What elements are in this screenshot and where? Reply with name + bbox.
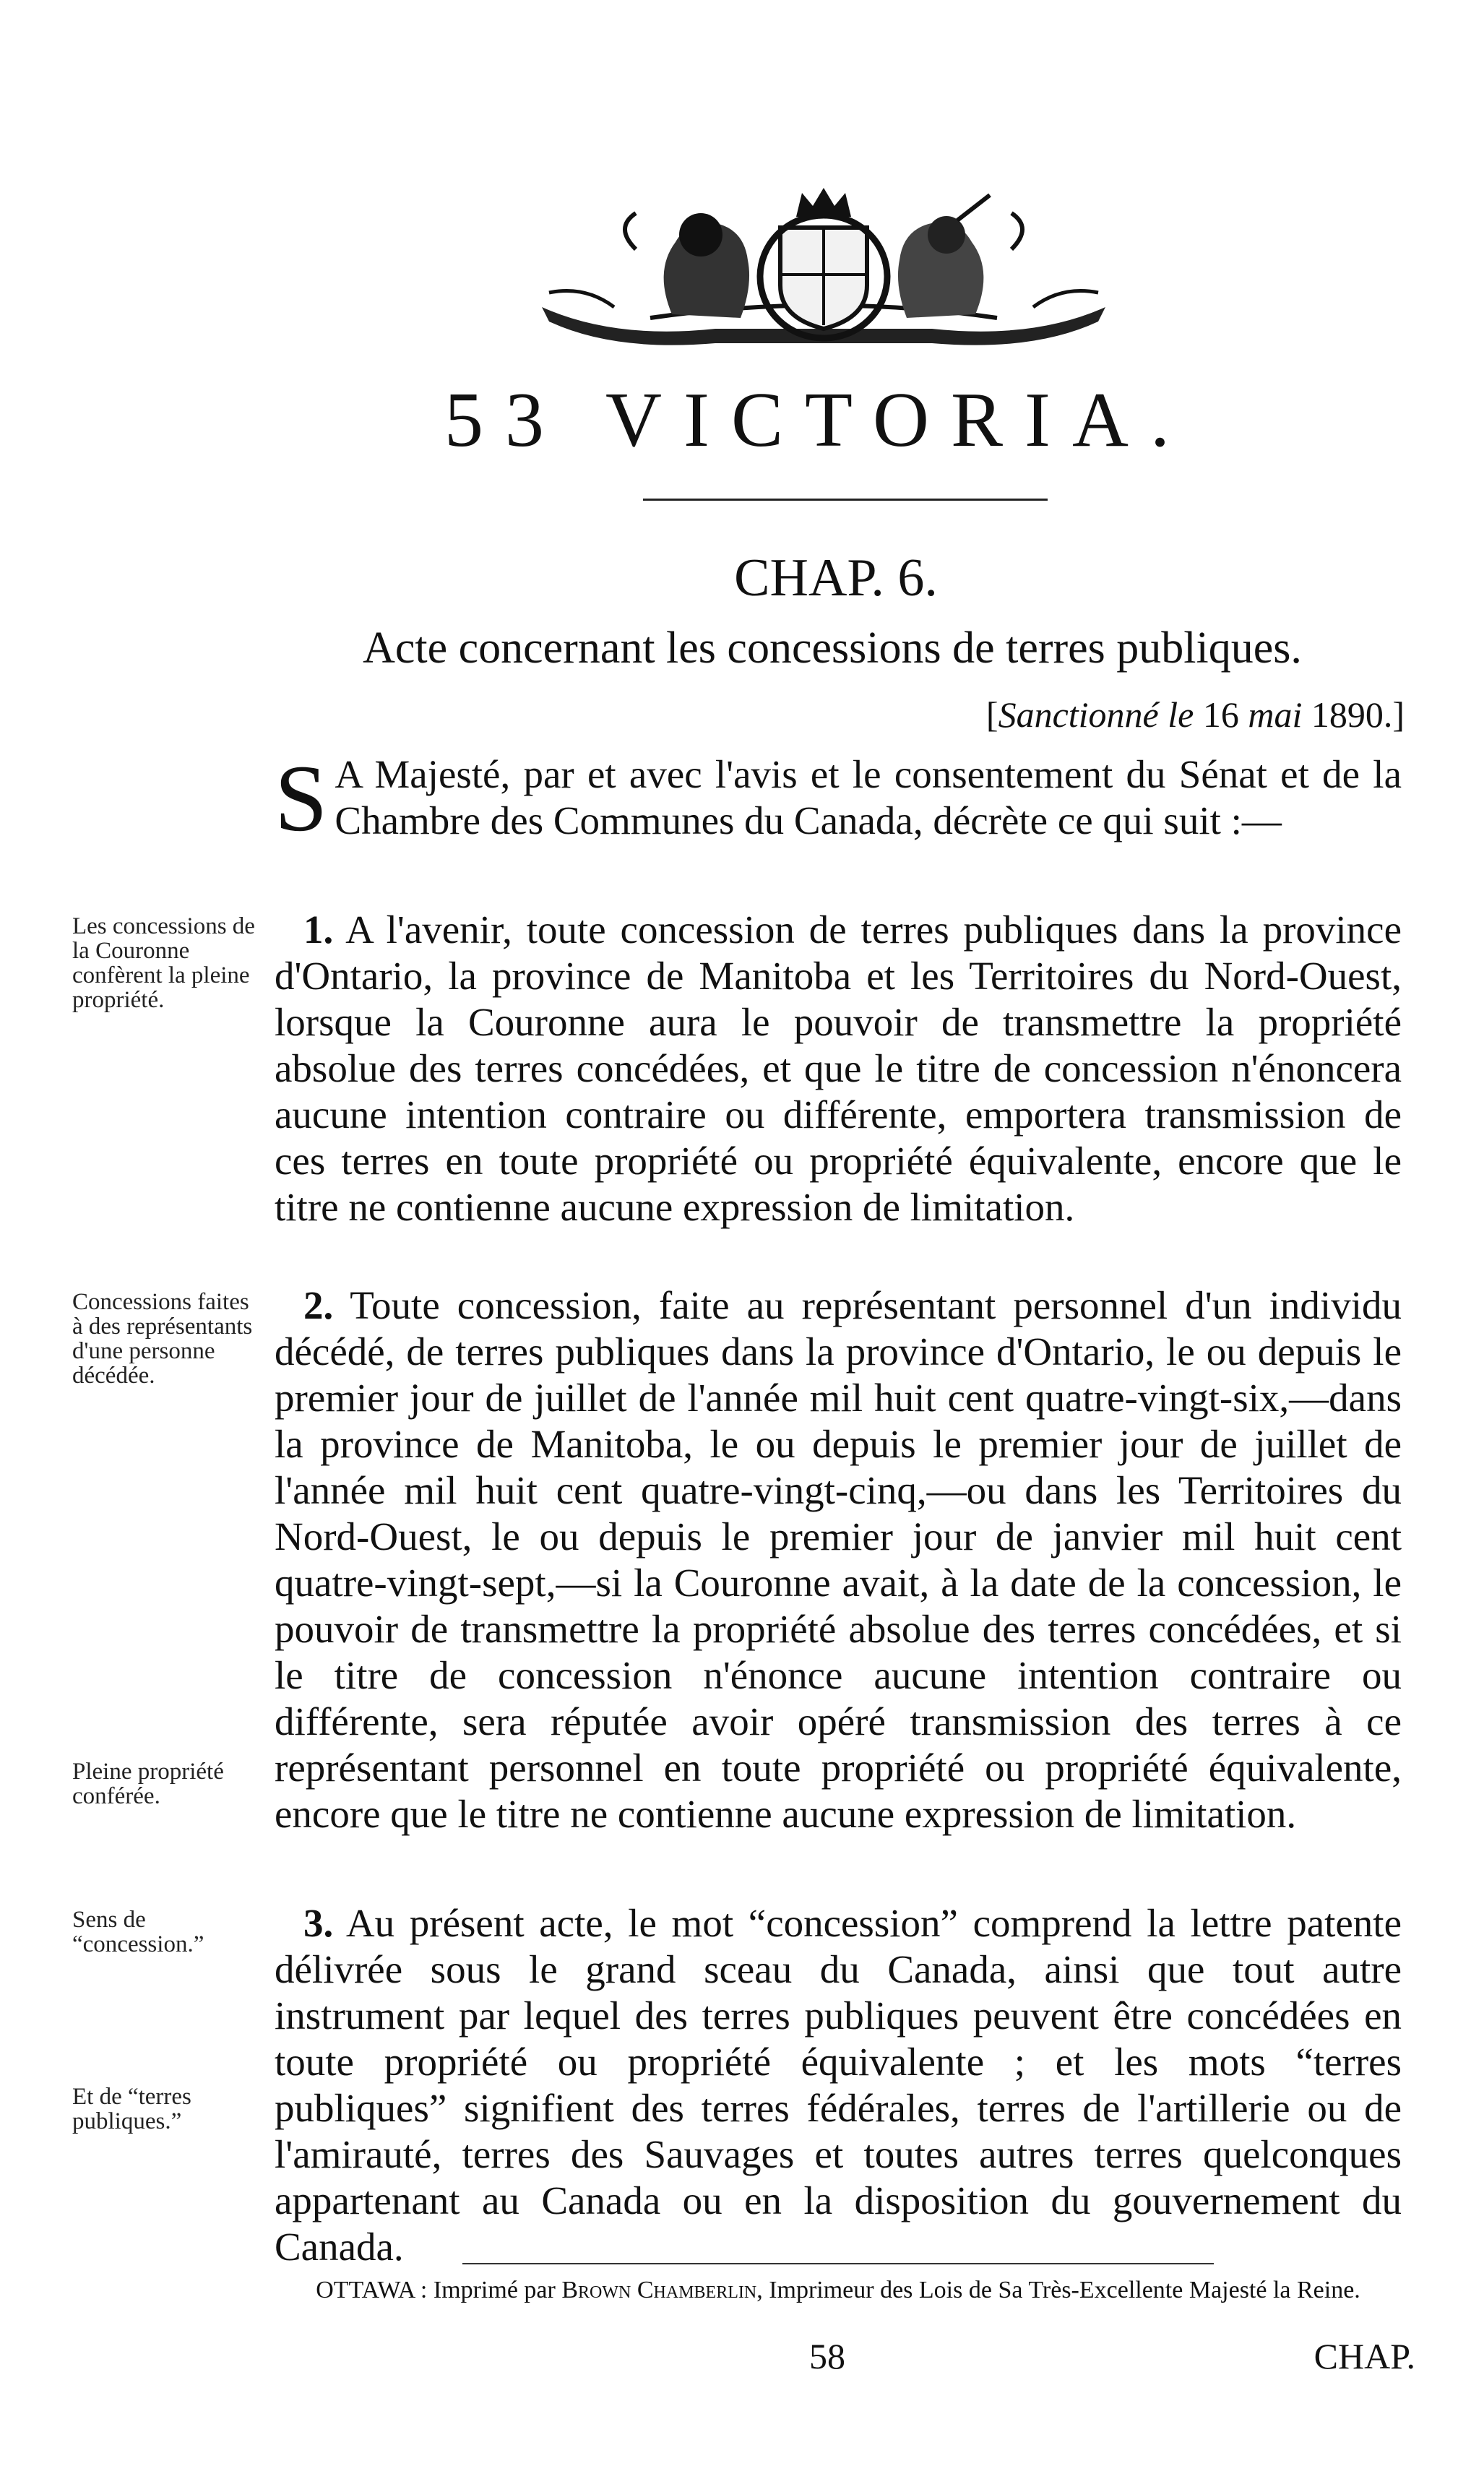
footer-divider bbox=[462, 2263, 1214, 2264]
sanction-bracket: [ bbox=[985, 694, 998, 735]
section-text: A l'avenir, toute concession de terres publiques dans la province d'Ontario, la province de Manitoba et les Territoires du Nord-Ouest, lorsque la Couronne aura le pouvoir de transmettre la propriété absolue des terres concédées, et que le titre de concession n'énoncera aucune intention contraire ou différente, emportera transmission de ces terres en toute propriété ou propriété équivalente, encore que le titre ne contienne aucune expression de limitation. bbox=[275, 907, 1402, 1229]
catchword: CHAP. bbox=[1313, 2336, 1415, 2376]
preamble-text: A Majesté, par et avec l'avis et le consentement du Sénat et de la Chambre des Communes du Canada, décrète ce qui suit :— bbox=[335, 752, 1402, 842]
imprint-text-2: , Imprimeur des Lois de Sa Très-Excellente Majesté la Reine. bbox=[756, 2277, 1360, 2303]
sanction-date bbox=[986, 694, 1405, 736]
margin-note: Les concessions de la Couronne confèrent la pleine propriété. bbox=[72, 913, 255, 1013]
heading-divider bbox=[643, 499, 1048, 501]
imprint-text: Imprimé par bbox=[427, 2277, 562, 2303]
section-2 bbox=[275, 1282, 1402, 1837]
section-number: 3. bbox=[303, 1901, 334, 1945]
section-number: 1. bbox=[303, 907, 334, 952]
section-text: Toute concession, faite au représentant personnel d'un individu décédé, de terres publiques dans la province d'Ontario, le ou depuis le premier jour de juillet de l'année mil huit cent quatre-vingt-six,—dans la province de Manitoba, le ou depuis le premier jour de juillet de l'année mil huit cent quatre-vingt-cinq,—ou dans les Territoires du Nord-Ouest, le ou depuis le premier jour de janvier mil huit cent quatre-vingt-sept,—si la Couronne avait, à la date de la concession, le pouvoir de transmettre la propriété absolue des terres concédées, et si le titre de concession n'énonce aucune intention contraire ou différente, sera réputée avoir opéré transmission des terres à ce représentant personnel en toute propriété ou propriété équivalente, encore que le titre ne contienne aucune expression de limitation. bbox=[275, 1283, 1402, 1836]
section-number: 2. bbox=[303, 1283, 334, 1327]
dropcap: S bbox=[275, 745, 328, 851]
section-1 bbox=[275, 907, 1402, 1230]
preamble bbox=[275, 745, 1402, 851]
margin-note: Sens de “concession.” bbox=[72, 1907, 204, 1957]
sanction-month: mai bbox=[1248, 694, 1303, 735]
royal-coat-of-arms bbox=[527, 184, 1120, 350]
sanction-day: 16 bbox=[1194, 694, 1248, 735]
act-title: Acte concernant les concessions de terres publiques. bbox=[363, 624, 1302, 673]
regnal-year-heading: 53 VICTORIA. bbox=[444, 377, 1192, 463]
margin-note: Pleine propriété conférée. bbox=[72, 1759, 224, 1809]
printer-imprint bbox=[275, 2276, 1402, 2305]
printer-name: Brown Chamberlin bbox=[561, 2277, 757, 2303]
section-text: Au présent acte, le mot “concession” comprend la lettre patente délivrée sous le grand sceau du Canada, ainsi que tout autre instrument par lequel des terres publiques peuvent être concédées en toute propriété ou propriété équivalente ; et les mots “terres publiques” signifient des terres fédérales, terres de l'artillerie ou de l'amirauté, terres des Sauvages et toutes autres terres quelconques appartenant au Canada ou en la disposition du gouvernement du Canada. bbox=[275, 1901, 1402, 2269]
sanction-label: Sanctionné le bbox=[998, 694, 1194, 735]
sanction-year: 1890.] bbox=[1302, 694, 1405, 735]
margin-note: Concessions faites à des représentants d'une personne décédée. bbox=[72, 1289, 253, 1389]
page-number: 58 bbox=[809, 2336, 845, 2376]
chapter-heading: CHAP. 6. bbox=[734, 548, 938, 608]
section-3 bbox=[275, 1900, 1402, 2270]
imprint-place: OTTAWA : bbox=[316, 2277, 428, 2303]
margin-note: Et de “terres publiques.” bbox=[72, 2084, 191, 2134]
